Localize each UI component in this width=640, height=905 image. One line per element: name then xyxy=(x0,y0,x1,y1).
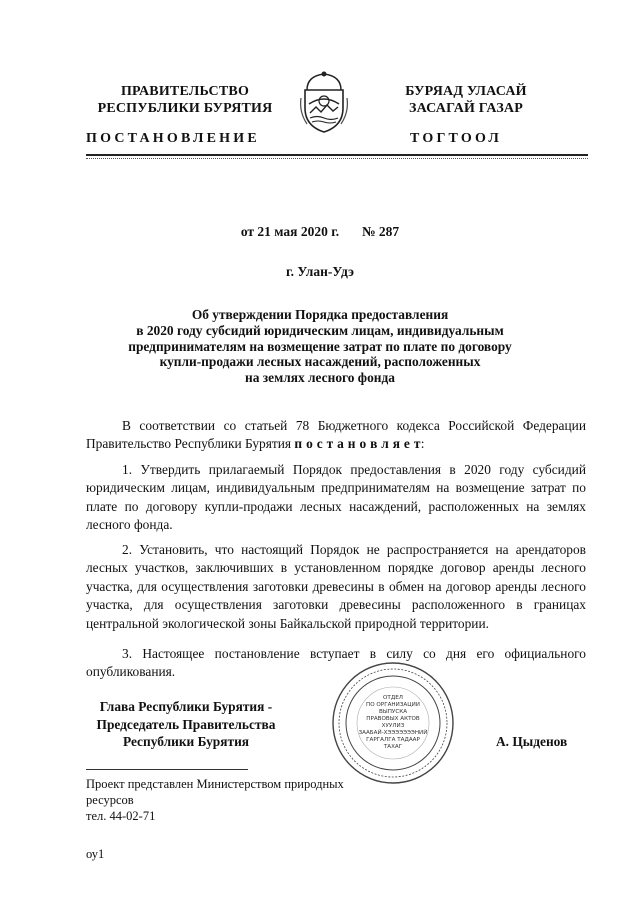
stamp-line: ГАРГАЛГА ТАДААР xyxy=(366,737,420,743)
header-right-line2: ЗАСАГАЙ ГАЗАР xyxy=(408,101,523,116)
doc-type-right: ТОГТООЛ xyxy=(410,131,503,146)
stamp-line: ТАХАГ xyxy=(383,744,403,750)
footer-line: ресурсов xyxy=(86,793,134,807)
header-divider xyxy=(86,154,588,156)
doc-type-left: ПОСТАНОВЛЕНИЕ xyxy=(86,131,260,146)
item-1-text: 1. Утвердить прилагаемый Порядок предоставления в 2020 году субсидий юридическим лицам, индивидуальным предпринимателям на возмещение затрат по плате по договору купли-продажи лесных насаждений, расположенных на землях лесного фонда. xyxy=(86,462,586,533)
header-left-line2: РЕСПУБЛИКИ БУРЯТИЯ xyxy=(97,101,273,116)
footer-code: оу1 xyxy=(86,847,105,861)
signatory-position xyxy=(70,698,302,751)
document-city: г. Улан-Удэ xyxy=(286,264,354,279)
title-line: предпринимателям на возмещение затрат по плате по договору xyxy=(128,338,512,354)
title-line: в 2020 году субсидий юридическим лицам, индивидуальным xyxy=(136,322,504,338)
title-line: Об утверждении Порядка предоставления xyxy=(191,307,449,322)
title-line: на землях лесного фонда xyxy=(245,370,395,386)
item-1-paragraph xyxy=(86,461,586,535)
resolution-keyword: п о с т а н о в л я е т xyxy=(294,436,421,452)
header-divider-thin xyxy=(86,158,588,159)
intro-colon: : xyxy=(420,436,425,452)
document-title xyxy=(110,307,530,386)
footer-note xyxy=(86,776,386,824)
signatory-name: А. Цыденов xyxy=(496,734,568,749)
stamp-line: ПО ОРГАНИЗАЦИИ xyxy=(366,702,420,708)
document-date-number xyxy=(0,224,640,240)
coat-of-arms-emblem xyxy=(297,68,351,136)
header-right xyxy=(350,83,582,117)
intro-text: В соответствии со статьей 78 Бюджетного кодекса Российской Федерации Правительство Республики Бурятия xyxy=(86,418,586,452)
stamp-line: ХУУЛИЗ xyxy=(381,723,405,729)
header-right-line1: БУРЯАД УЛАСАЙ xyxy=(405,84,527,99)
stamp-line: ОТДЕЛ xyxy=(383,695,403,701)
title-line: купли-продажи лесных насаждений, расположенных xyxy=(159,354,481,370)
item-2-text: 2. Установить, что настоящий Порядок не распространяется на арендаторов лесных участков, заключивших в установленном порядке договор аренды лесного участка, для осуществления заготовки древесины в обмен на договор аренды лесного участка, для осуществления заготовки древесины расположенного в границах центральной экологической зоны Байкальской природной территории. xyxy=(86,542,586,631)
document-number: № 287 xyxy=(361,224,400,239)
stamp-line: ЗААБАЙ-ХЭЭЭЭЭЭЭНИЙ xyxy=(358,730,428,736)
footer-line: Проект представлен Министерством природных xyxy=(86,777,344,791)
header-left xyxy=(70,83,300,117)
stamp-line: ПРАВОВЫХ АКТОВ xyxy=(366,716,420,722)
stamp-line: ВЫПУСКА xyxy=(378,709,408,715)
item-3-text: 3. Настоящее постановление вступает в силу со дня его официального опубликования. xyxy=(86,646,586,680)
footer-divider xyxy=(86,769,248,770)
position-line: Республики Бурятия xyxy=(122,734,250,749)
position-line: Председатель Правительства xyxy=(96,716,276,732)
stamp-text xyxy=(352,695,434,751)
item-2-paragraph xyxy=(86,541,586,633)
footer-phone: тел. 44-02-71 xyxy=(86,809,156,823)
header-left-line1: ПРАВИТЕЛЬСТВО xyxy=(120,84,250,99)
document-date: от 21 мая 2020 г. xyxy=(240,224,340,239)
intro-paragraph xyxy=(86,417,586,454)
position-line: Глава Республики Бурятия - xyxy=(99,699,273,714)
